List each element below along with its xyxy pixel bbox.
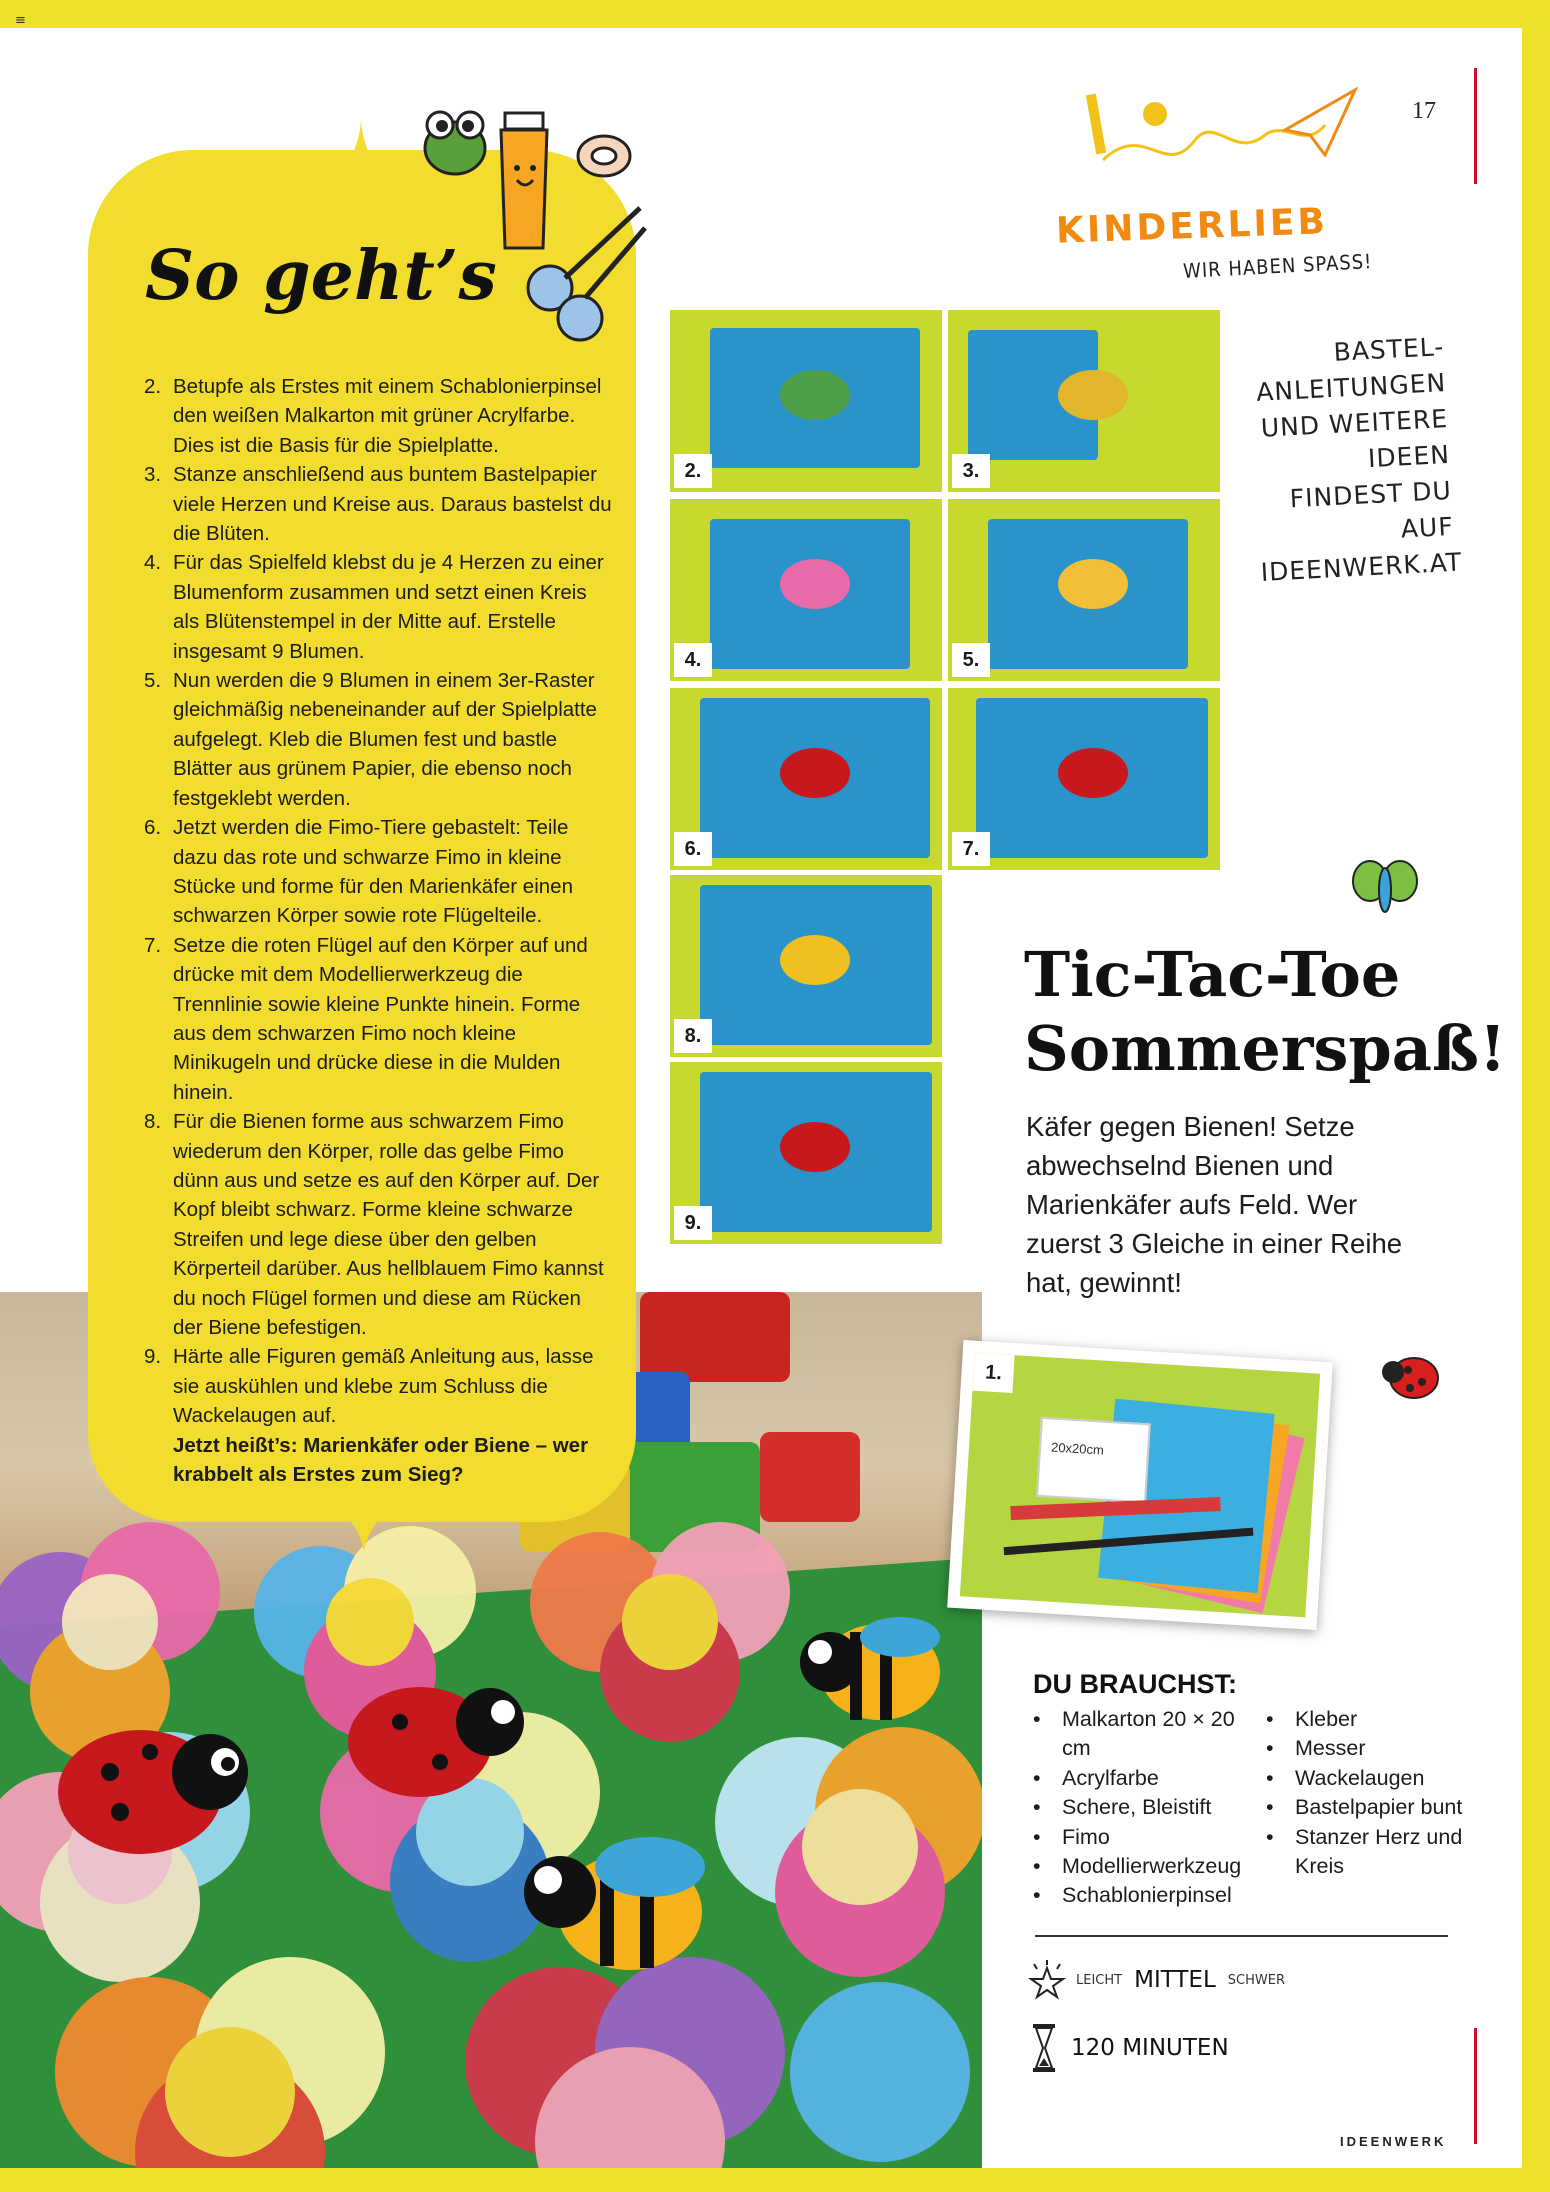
divider (1035, 1935, 1448, 1937)
step-photo (670, 688, 942, 870)
difficulty-easy: LEICHT (1076, 1972, 1123, 1988)
step-text: Stanze anschließend aus buntem Bastelpapier viele Herzen und Kreise aus. Daraus bastelst du die Blüten. (173, 463, 612, 546)
craft-item (1058, 748, 1128, 798)
craft-item (780, 935, 850, 985)
malkarton-card: 20x20cm (1036, 1417, 1151, 1504)
material-item: • Schere, Bleistift (1033, 1793, 1268, 1822)
step-text: Härte alle Figuren gemäß Anleitung aus, lasse sie auskühlen und klebe zum Schluss die Wackelaugen auf. (173, 1345, 594, 1428)
step-number: 4. (144, 551, 162, 575)
material-item: • Acrylfarbe (1033, 1764, 1268, 1793)
materials-list-right (1266, 1705, 1466, 1881)
step-number: 6. (144, 816, 162, 840)
step-text: Setze die roten Flügel auf den Körper auf und drücke mit dem Modellierwerkzeug die Trennlinie sowie kleine Punkte hinein. Forme aus dem schwarzen Fimo noch kleine Minikugeln und drücke diese in die Mulden hinein. (173, 933, 588, 1104)
tape-roll-icon (574, 128, 634, 183)
step-photo (670, 1062, 942, 1244)
craft-item (780, 748, 850, 798)
steps-list (144, 372, 614, 1489)
step-number: 7. (144, 933, 162, 957)
material-item: • Messer (1266, 1734, 1466, 1763)
photo-label-1: 1. (972, 1353, 1014, 1393)
step-photo-label: 8. (674, 1019, 712, 1053)
step-photo (948, 688, 1220, 870)
material-item: • Schablonierpinsel (1033, 1881, 1268, 1910)
step-text: Für das Spielfeld klebst du je 4 Herzen zu einer Blumenform zusammen und setzt einen Kreis als Blütenstempel in der Mitte auf. Erstelle insgesamt 9 Blumen. (173, 551, 604, 663)
step-number: 8. (144, 1110, 162, 1134)
brand-doodle-icon (1085, 80, 1370, 190)
butterfly-sticker-icon (1350, 856, 1420, 922)
craft-item (1058, 370, 1128, 420)
material-item: • Modellierwerkzeug (1033, 1852, 1268, 1881)
step-item (144, 666, 614, 813)
step-photo (948, 499, 1220, 681)
menu-icon[interactable]: ≡ (15, 13, 26, 28)
step-photo-label: 3. (952, 454, 990, 488)
step-photo-label: 2. (674, 454, 712, 488)
website-hint: BASTEL-ANLEITUNGEN UND WEITERE IDEEN FINDEST DU AUF IDEENWERK.AT (1255, 332, 1463, 587)
step-photo (670, 499, 942, 681)
step-photo-label: 9. (674, 1206, 712, 1240)
material-item: • Malkarton 20 × 20 cm (1033, 1705, 1268, 1764)
intro-text: Käfer gegen Bienen! Setze abwechselnd Bienen und Marienkäfer aufs Feld. Wer zuerst 3 Gleiche in einer Reihe hat, gewinnt! (1026, 1111, 1403, 1298)
brand-name: KINDERLIEB (1055, 201, 1329, 252)
step-item (144, 931, 614, 1107)
bubble-bottom-tip (340, 1513, 388, 1551)
step-photo (670, 310, 942, 492)
bee-1 (800, 1617, 940, 1720)
step-item (144, 372, 614, 460)
duration: 120 MINUTEN (1031, 2022, 1229, 2074)
material-item: • Kleber (1266, 1705, 1466, 1734)
material-item: • Bastelpapier bunt (1266, 1793, 1466, 1822)
step-item (144, 1342, 614, 1430)
craft-item (780, 559, 850, 609)
page-number: 17 (1412, 98, 1436, 124)
step-number: 3. (144, 463, 162, 487)
craft-item (1058, 559, 1128, 609)
difficulty-medium: MITTEL (1134, 1967, 1216, 1993)
step-number: 2. (144, 375, 162, 398)
step-number: 9. (144, 1345, 162, 1369)
step-item (144, 1107, 614, 1342)
step-text: Betupfe als Erstes mit einem Schablonierpinsel den weißen Malkarton mit grüner Acrylfarbe. Dies ist die Basis für die Spielplatte. (173, 375, 602, 457)
accent-bar-top (1474, 68, 1477, 184)
accent-bar-bottom (1474, 2028, 1477, 2144)
star-icon (1024, 1960, 1070, 2000)
scissors-icon (520, 203, 650, 348)
step-text: Jetzt werden die Fimo-Tiere gebastelt: Teile dazu das rote und schwarze Fimo in kleine Stücke und forme für den Marienkäfer einen schwarzen Körper sowie rote Flügelteile. (173, 816, 573, 928)
final-call: Jetzt heißt’s: Marienkäfer oder Biene – wer krabbelt als Erstes zum Sieg? (173, 1433, 589, 1487)
step-photo (948, 310, 1220, 492)
step-photo-label: 6. (674, 832, 712, 866)
step-text: Nun werden die 9 Blumen in einem 3er-Raster gleichmäßig nebeneinander auf der Spielplatte aufgelegt. Kleb die Blumen fest und bastle Blätter aus grünem Papier, die ebenso noch festgeklebt werden. (173, 669, 597, 810)
step-text: Für die Bienen forme aus schwarzem Fimo wiederum den Körper, rolle das gelbe Fimo dünn aus und setze es auf den Körper auf. Der Kopf bleibt schwarz. Forme kleine schwarze Streifen und lege diese über den gelben Körperteil darüber. Aus hellblauem Fimo kannst du noch Flügel formen und diese am Rücken der Biene befestigen. (173, 1110, 604, 1339)
magazine-page (0, 28, 1522, 2168)
hourglass-icon (1031, 2022, 1057, 2074)
headline: Tic-Tac-Toe Sommerspaß! (1024, 938, 1507, 1085)
step-photo-label: 7. (952, 832, 990, 866)
ladybug-sticker-icon (1380, 1348, 1442, 1404)
step-item (144, 813, 614, 931)
step-photo-label: 5. (952, 643, 990, 677)
step-item (144, 460, 614, 548)
material-item: • Fimo (1033, 1823, 1268, 1852)
materials-photo (947, 1340, 1333, 1630)
materials-title: DU BRAUCHST: (1033, 1669, 1237, 1699)
step-number: 5. (144, 669, 162, 693)
craft-item (780, 1122, 850, 1172)
difficulty-rating (1024, 1958, 1291, 2002)
craft-item (780, 370, 850, 420)
frog-sticker-icon (420, 90, 490, 182)
step-photo (670, 875, 942, 1057)
footer-brand: IDEENWERK (1340, 2134, 1447, 2149)
material-item: • Wackelaugen (1266, 1764, 1466, 1793)
brand-tagline: WIR HABEN SPASS! (1182, 249, 1373, 283)
difficulty-hard: SCHWER (1227, 1972, 1285, 1988)
page-title: So geht’s (145, 236, 497, 316)
step-item (144, 548, 614, 666)
material-item: • Stanzer Herz und Kreis (1266, 1823, 1466, 1882)
materials-list-left (1033, 1705, 1268, 1911)
step-photo-label: 4. (674, 643, 712, 677)
